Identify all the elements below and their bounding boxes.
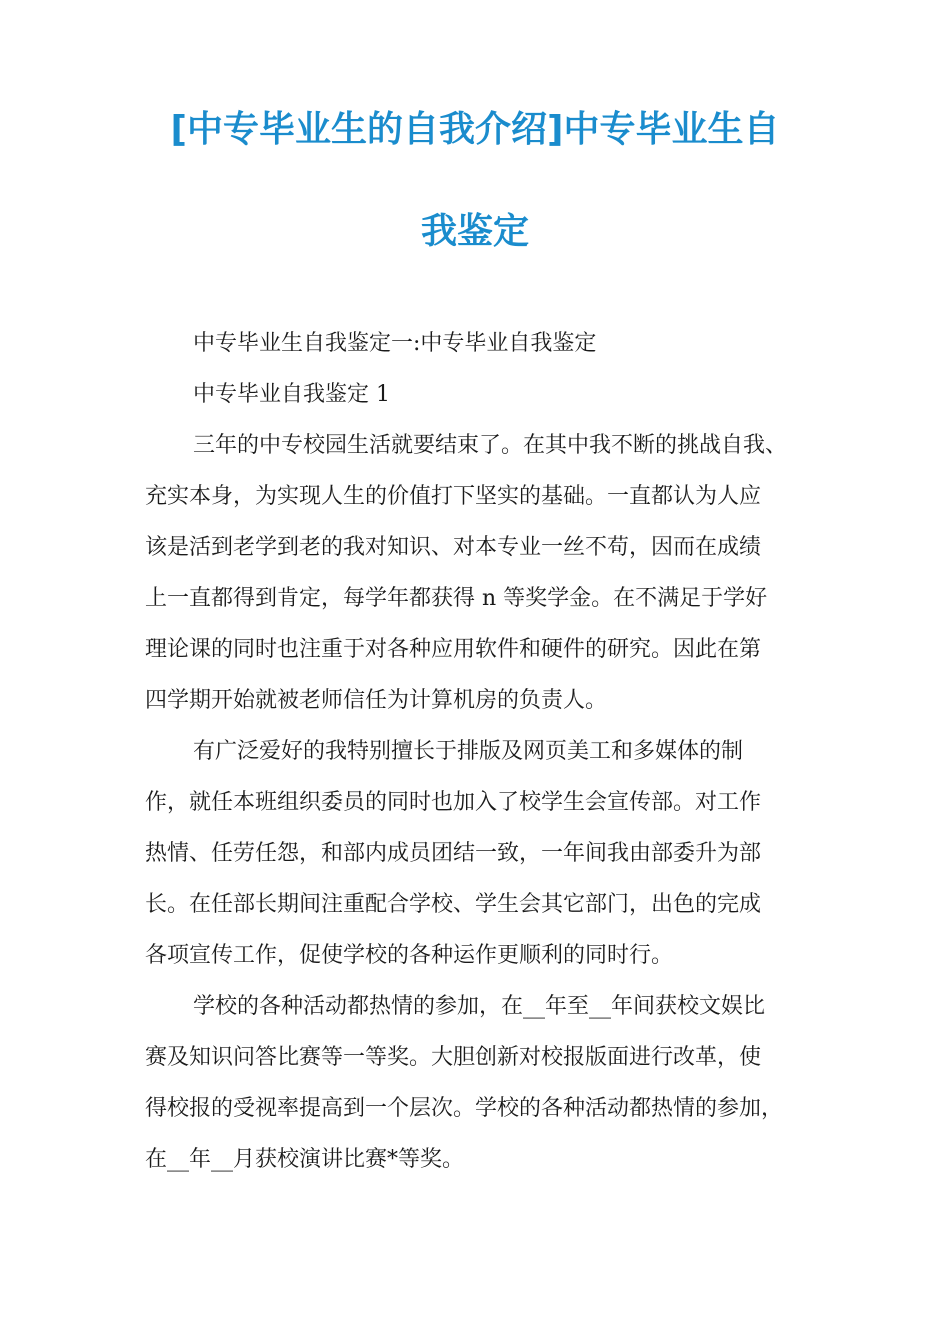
body-line: 三年的中专校园生活就要结束了。在其中我不断的挑战自我、 (193, 433, 788, 458)
body-line: 各项宣传工作，促使学校的各种运作更顺利的同时行。 (145, 943, 674, 968)
body-line: 长。在任部长期间注重配合学校、学生会其它部门，出色的完成 (145, 892, 762, 917)
body-line: 热情、任劳任怨，和部内成员团结一致，一年间我由部委升为部 (145, 841, 762, 866)
body-line: 有广泛爱好的我特别擅长于排版及网页美工和多媒体的制 (193, 739, 744, 764)
body-line: 在__年__月获校演讲比赛*等奖。 (145, 1147, 465, 1172)
document-body (145, 318, 825, 1185)
body-line: 充实本身，为实现人生的价值打下坚实的基础。一直都认为人应 (145, 484, 762, 509)
body-line: 学校的各种活动都热情的参加，在__年至__年间获校文娱比 (193, 994, 766, 1019)
body-line: 中专毕业自我鉴定 1 (193, 382, 390, 407)
body-line: 中专毕业生自我鉴定一:中专毕业自我鉴定 (193, 331, 597, 356)
document-title-line-1: [中专毕业生的自我介绍]中专毕业生自 (170, 109, 780, 150)
body-line: 赛及知识问答比赛等一等奖。大胆创新对校报版面进行改革，使 (145, 1045, 762, 1070)
body-line: 理论课的同时也注重于对各种应用软件和硬件的研究。因此在第 (145, 637, 762, 662)
body-line: 四学期开始就被老师信任为计算机房的负责人。 (145, 688, 608, 713)
body-line: 作，就任本班组织委员的同时也加入了校学生会宣传部。对工作 (145, 790, 762, 815)
body-line: 该是活到老学到老的我对知识、对本专业一丝不苟，因而在成绩 (145, 535, 762, 560)
document-title-line-2: 我鉴定 (420, 211, 529, 252)
body-line: 得校报的受视率提高到一个层次。学校的各种活动都热情的参加， (145, 1096, 784, 1121)
body-line: 上一直都得到肯定，每学年都获得 n 等奖学金。在不满足于学好 (145, 586, 768, 611)
